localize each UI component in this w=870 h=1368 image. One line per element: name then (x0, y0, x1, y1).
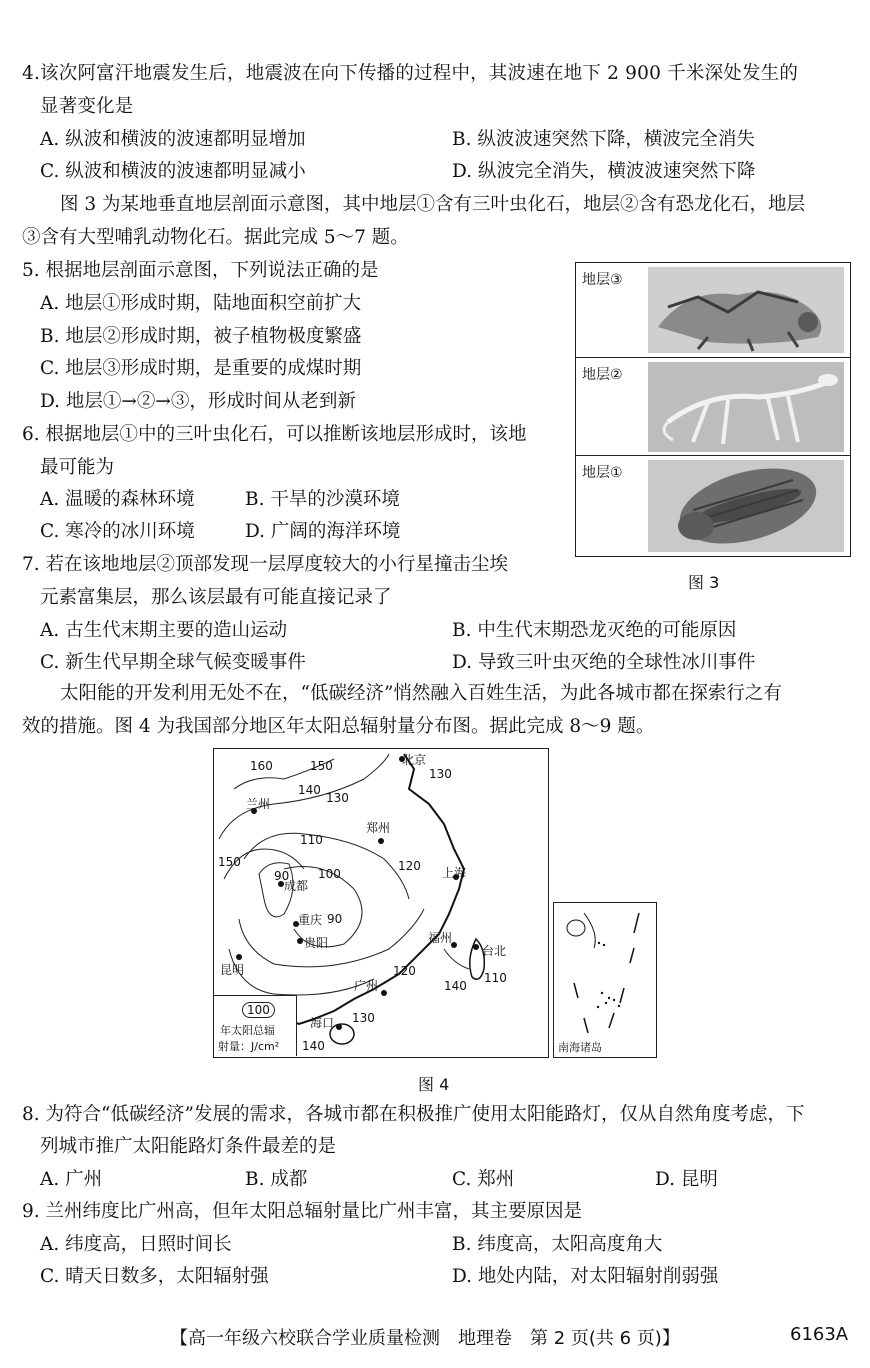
isoline-label: 130 (429, 767, 452, 781)
legend-text-line2: 射量：J/cm² (218, 1040, 280, 1053)
isoline-label: 140 (444, 979, 467, 993)
q4-option-c: C. 纵波和横波的波速都明显减小 (40, 161, 306, 182)
q6-stem-line1: 6. 根据地层①中的三叶虫化石，可以推断该地层形成时，该地 (22, 424, 527, 445)
q4-option-d: D. 纵波完全消失，横波波速突然下降 (452, 161, 756, 182)
city-kunming: 昆明 (220, 963, 245, 977)
city-lanzhou: 兰州 (246, 797, 271, 811)
intro-fig3-line1: 图 3 为某地垂直地层剖面示意图，其中地层①含有三叶虫化石，地层②含有恐龙化石，地层 (60, 194, 806, 215)
legend-text-line1: 年太阳总辐 (220, 1024, 275, 1037)
isoline-label: 110 (300, 833, 323, 847)
city-taibei: 台北 (482, 944, 507, 958)
isoline-label: 90 (327, 912, 343, 926)
q4-stem-line1: 4.该次阿富汗地震发生后，地震波在向下传播的过程中，其波速在地下 2 900 千米深处发生的 (22, 63, 799, 84)
city-guiyang: 贵阳 (304, 936, 329, 950)
trilobite-fossil-image (648, 460, 844, 552)
isoline-label: 120 (393, 964, 416, 978)
city-chongqing: 重庆 (298, 913, 323, 927)
q9-option-d: D. 地处内陆，对太阳辐射削弱强 (452, 1266, 719, 1287)
stratum-2-label: 地层② (582, 367, 623, 383)
q8-option-d: D. 昆明 (655, 1169, 718, 1190)
q9-option-b: B. 纬度高，太阳高度角大 (452, 1234, 663, 1255)
q6-option-a: A. 温暖的森林环境 (40, 489, 195, 510)
isoline-label: 150 (218, 855, 241, 869)
inset-islands (554, 903, 655, 1056)
q8-stem-line1: 8. 为符合“低碳经济”发展的需求，各城市都在积极推广使用太阳能路灯，仅从自然角度考虑，下 (22, 1104, 805, 1125)
intro-fig4-line1: 太阳能的开发利用无处不在，“低碳经济”悄然融入百姓生活，为此各城市都在探索行之有 (60, 683, 782, 704)
q5-option-b: B. 地层②形成时期，被子植物极度繁盛 (40, 326, 362, 347)
city-guangzhou: 广州 (354, 979, 379, 993)
isoline-label: 110 (484, 971, 507, 985)
stratum-2-panel (576, 358, 850, 456)
page-footer: 【高一年级六校联合学业质量检测 地理卷 第 2 页(共 6 页)】 (170, 1328, 680, 1349)
q8-stem-line2: 列城市推广太阳能路灯条件最差的是 (40, 1136, 337, 1157)
q9-option-c: C. 晴天日数多，太阳辐射强 (40, 1266, 269, 1287)
q7-option-d: D. 导致三叶虫灭绝的全球性冰川事件 (452, 652, 756, 673)
q6-stem-line2: 最可能为 (40, 457, 115, 478)
q6-option-d: D. 广阔的海洋环境 (245, 521, 401, 542)
legend-sample-isoline: 100 (242, 1002, 275, 1018)
figure-3-strata (575, 262, 851, 557)
figure-4-map (213, 748, 549, 1058)
q4-stem-line2: 显著变化是 (40, 96, 134, 117)
q7-option-a: A. 古生代末期主要的造山运动 (40, 620, 288, 641)
isoline-label: 100 (318, 867, 341, 881)
q7-stem-line1: 7. 若在该地地层②顶部发现一层厚度较大的小行星撞击尘埃 (22, 554, 509, 575)
q7-option-c: C. 新生代早期全球气候变暖事件 (40, 652, 306, 673)
isoline-label: 130 (326, 791, 349, 805)
intro-fig4-line2: 效的措施。图 4 为我国部分地区年太阳总辐射量分布图。据此完成 8～9 题。 (22, 716, 655, 737)
city-fuzhou: 福州 (428, 931, 453, 945)
isoline-label: 140 (298, 783, 321, 797)
q4-option-b: B. 纵波波速突然下降，横波完全消失 (452, 129, 755, 150)
stratum-1-label: 地层① (582, 465, 623, 481)
stratum-3-label: 地层③ (582, 272, 623, 288)
q6-option-c: C. 寒冷的冰川环境 (40, 521, 195, 542)
isoline-label: 140 (302, 1039, 325, 1053)
q5-option-d: D. 地层①→②→③，形成时间从老到新 (40, 391, 356, 412)
map-legend (214, 995, 297, 1056)
paper-code: 6163A (790, 1324, 849, 1345)
south-china-sea-inset (553, 902, 657, 1058)
stratum-3-panel (576, 263, 850, 358)
city-chengdu: 成都 (284, 879, 309, 893)
q7-option-b: B. 中生代末期恐龙灭绝的可能原因 (452, 620, 737, 641)
q4-option-a: A. 纵波和横波的波速都明显增加 (40, 129, 306, 150)
city-beijing: 北京 (402, 753, 427, 767)
isoline-label: 150 (310, 759, 333, 773)
q6-option-b: B. 干旱的沙漠环境 (245, 489, 400, 510)
figure-4-caption: 图 4 (418, 1075, 450, 1094)
q8-option-a: A. 广州 (40, 1169, 103, 1190)
q5-option-a: A. 地层①形成时期，陆地面积空前扩大 (40, 293, 362, 314)
q9-option-a: A. 纬度高，日照时间长 (40, 1234, 232, 1255)
isoline-label: 120 (398, 859, 421, 873)
city-zhengzhou: 郑州 (366, 821, 391, 835)
isoline-label: 160 (250, 759, 273, 773)
stratum-1-panel (576, 456, 850, 555)
mammal-fossil-image (648, 267, 844, 353)
city-haikou: 海口 (310, 1016, 335, 1030)
q8-option-c: C. 郑州 (452, 1169, 515, 1190)
q8-option-b: B. 成都 (245, 1169, 308, 1190)
isoline-label: 130 (352, 1011, 375, 1025)
dinosaur-fossil-image (648, 362, 844, 452)
city-shanghai: 上海 (442, 866, 467, 880)
q7-stem-line2: 元素富集层，那么该层最有可能直接记录了 (40, 587, 392, 608)
figure-3-caption: 图 3 (688, 573, 720, 592)
q5-option-c: C. 地层③形成时期，是重要的成煤时期 (40, 358, 362, 379)
isoline-label: 90 (274, 869, 290, 883)
inset-label: 南海诸岛 (558, 1041, 602, 1054)
q5-stem: 5. 根据地层剖面示意图，下列说法正确的是 (22, 260, 379, 281)
q9-stem: 9. 兰州纬度比广州高，但年太阳总辐射量比广州丰富，其主要原因是 (22, 1201, 583, 1222)
intro-fig3-line2: ③含有大型哺乳动物化石。据此完成 5～7 题。 (22, 227, 409, 248)
